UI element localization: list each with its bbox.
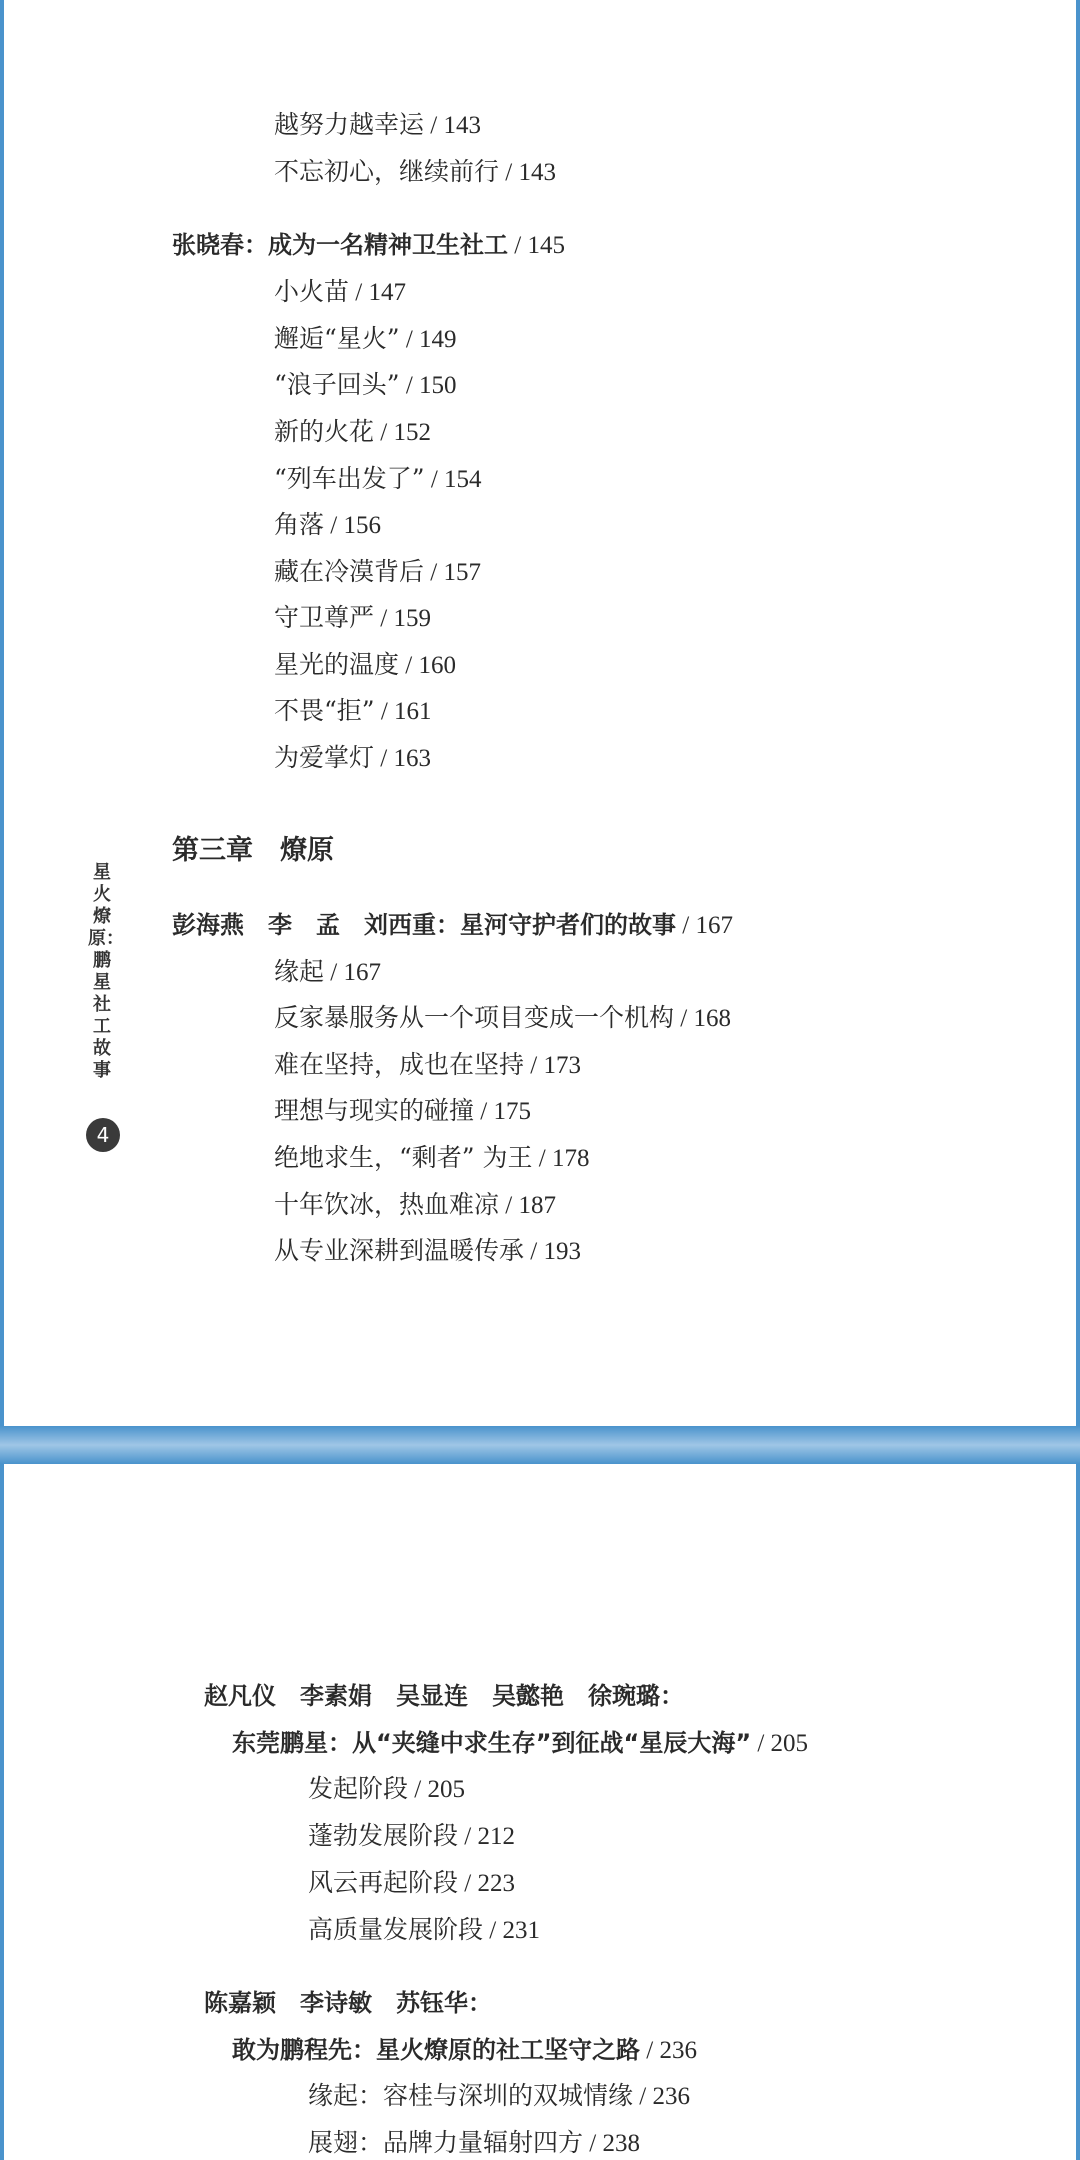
toc-entry-title: 第三章 燎原 bbox=[172, 835, 334, 866]
toc-entry-title: 小火苗 bbox=[274, 277, 350, 306]
toc-entry-page: / 205 bbox=[408, 1776, 465, 1803]
toc-entry-title: 高质量发展阶段 bbox=[308, 1915, 484, 1944]
toc-entry-page: / 159 bbox=[374, 605, 431, 632]
toc-entry-title: 敢为鹏程先：星火燎原的社工坚守之路 bbox=[232, 2036, 640, 2064]
toc-entry-page: / 167 bbox=[324, 959, 381, 986]
bottom-toc-entry bbox=[308, 2079, 690, 2114]
toc-entry-page: / 178 bbox=[532, 1145, 590, 1172]
toc-entry-title: 藏在冷漠背后 bbox=[274, 557, 425, 586]
toc-entry-title: 风云再起阶段 bbox=[308, 1868, 459, 1897]
toc-entry-page: / 238 bbox=[583, 2130, 640, 2157]
toc-entry-title: 绝地求生，“剩者” 为王 bbox=[274, 1143, 533, 1172]
top-toc-entry bbox=[274, 155, 556, 190]
toc-entry-title: 为爱掌灯 bbox=[274, 743, 375, 772]
toc-entry-title: 从专业深耕到温暖传承 bbox=[274, 1236, 525, 1265]
toc-entry-title: 越努力越幸运 bbox=[274, 110, 425, 139]
toc-entry-title: 展翅：品牌力量辐射四方 bbox=[308, 2128, 584, 2157]
bottom-toc-entry bbox=[204, 1679, 684, 1713]
toc-entry-title: 蓬勃发展阶段 bbox=[308, 1821, 459, 1850]
toc-entry-page: / 149 bbox=[399, 326, 457, 353]
bottom-toc-entry bbox=[308, 1913, 540, 1948]
bottom-toc-entry bbox=[308, 1866, 515, 1901]
toc-entry-page: / 236 bbox=[633, 2083, 690, 2110]
toc-entry-title: 十年饮冰，热血难凉 bbox=[274, 1190, 500, 1219]
top-toc-entry bbox=[274, 1234, 581, 1269]
top-toc-entry bbox=[274, 555, 481, 590]
top-toc-entry bbox=[274, 1001, 731, 1036]
toc-entry-title: 角落 bbox=[274, 510, 325, 539]
bottom-toc-entry bbox=[232, 1726, 808, 1761]
top-toc-entry bbox=[274, 1094, 531, 1129]
toc-entry-page: / 163 bbox=[374, 745, 431, 772]
toc-entry-page: / 173 bbox=[524, 1052, 581, 1079]
toc-entry-title: 理想与现实的碰撞 bbox=[274, 1096, 475, 1125]
bottom-toc-entry bbox=[232, 2033, 697, 2068]
top-toc-entry bbox=[172, 228, 565, 263]
toc-entry-page: / 168 bbox=[674, 1005, 731, 1032]
top-toc-entry bbox=[274, 508, 381, 543]
toc-entry-title: 难在坚持，成也在坚持 bbox=[274, 1050, 525, 1079]
toc-entry-page: / 143 bbox=[424, 112, 481, 139]
top-toc-entry bbox=[274, 741, 431, 776]
toc-entry-page: / 147 bbox=[349, 279, 406, 306]
toc-entry-title: 缘起 bbox=[274, 957, 325, 986]
top-toc-entry bbox=[274, 1048, 581, 1083]
toc-entry-page: / 157 bbox=[424, 559, 481, 586]
top-toc-entry bbox=[274, 415, 431, 450]
toc-entry-title: 缘起：容桂与深圳的双城情缘 bbox=[308, 2081, 634, 2110]
toc-entry-title: 反家暴服务从一个项目变成一个机构 bbox=[274, 1003, 675, 1032]
toc-page-top bbox=[4, 0, 1076, 1426]
toc-entry-page: / 175 bbox=[474, 1098, 531, 1125]
toc-entry-title: 邂逅“星火” bbox=[274, 324, 400, 353]
toc-entry-title: 不畏“拒” bbox=[274, 696, 375, 725]
toc-entry-title: 东莞鹏星：从“夹缝中求生存”到征战“星辰大海” bbox=[232, 1729, 752, 1757]
toc-entry-page: / 236 bbox=[640, 2037, 697, 2064]
toc-entry-page: / 205 bbox=[751, 1730, 809, 1757]
top-toc-entry bbox=[274, 1188, 556, 1223]
toc-entry-page: / 154 bbox=[424, 466, 482, 493]
toc-entry-title: 陈嘉颖 李诗敏 苏钰华： bbox=[204, 1989, 492, 2017]
top-toc-entry bbox=[274, 322, 457, 357]
toc-entry-page: / 156 bbox=[324, 512, 381, 539]
book-title-vertical: 星火燎原：鹏星社工故事 bbox=[88, 862, 124, 1081]
toc-entry-page: / 161 bbox=[374, 698, 432, 725]
toc-entry-title: 发起阶段 bbox=[308, 1774, 409, 1803]
toc-entry-title: “浪子回头” bbox=[274, 370, 400, 399]
toc-entry-page: / 152 bbox=[374, 419, 431, 446]
toc-page-bottom bbox=[4, 1464, 1076, 2160]
bottom-toc-entry bbox=[308, 1772, 465, 1807]
top-toc-entry bbox=[274, 694, 432, 729]
top-toc-entry bbox=[274, 1141, 589, 1176]
page-gap bbox=[0, 1426, 1080, 1464]
toc-entry-title: 彭海燕 李 孟 刘西重：星河守护者们的故事 bbox=[172, 911, 676, 939]
top-toc-entry bbox=[274, 648, 456, 683]
toc-entry-title: 新的火花 bbox=[274, 417, 375, 446]
toc-entry-page: / 160 bbox=[399, 652, 456, 679]
toc-entry-page: / 187 bbox=[499, 1192, 556, 1219]
top-toc-entry bbox=[274, 462, 482, 497]
toc-entry-title: 赵凡仪 李素娟 吴显连 吴懿艳 徐琬璐： bbox=[204, 1682, 684, 1710]
top-toc-entry bbox=[274, 275, 406, 310]
toc-entry-page: / 143 bbox=[499, 159, 556, 186]
top-toc-entry bbox=[172, 834, 334, 868]
toc-entry-page: / 223 bbox=[458, 1870, 515, 1897]
top-toc-entry bbox=[274, 368, 457, 403]
toc-entry-title: “列车出发了” bbox=[274, 464, 425, 493]
bottom-toc-entry bbox=[204, 1986, 492, 2020]
toc-entry-page: / 167 bbox=[676, 912, 733, 939]
top-toc-entry bbox=[274, 601, 431, 636]
toc-entry-page: / 231 bbox=[483, 1917, 540, 1944]
bottom-toc-entry bbox=[308, 2126, 640, 2160]
toc-entry-title: 张晓春：成为一名精神卫生社工 bbox=[172, 231, 508, 259]
toc-entry-page: / 193 bbox=[524, 1238, 581, 1265]
top-toc-entry bbox=[274, 108, 481, 143]
toc-entry-page: / 145 bbox=[508, 232, 565, 259]
toc-entry-page: / 212 bbox=[458, 1823, 515, 1850]
top-toc-entry bbox=[172, 908, 733, 943]
bottom-toc-entry bbox=[308, 1819, 515, 1854]
toc-entry-title: 守卫尊严 bbox=[274, 603, 375, 632]
toc-entry-title: 星光的温度 bbox=[274, 650, 400, 679]
top-toc-entry bbox=[274, 955, 381, 990]
toc-entry-page: / 150 bbox=[399, 372, 457, 399]
toc-entry-title: 不忘初心，继续前行 bbox=[274, 157, 500, 186]
page-number-badge: 4 bbox=[86, 1118, 120, 1152]
